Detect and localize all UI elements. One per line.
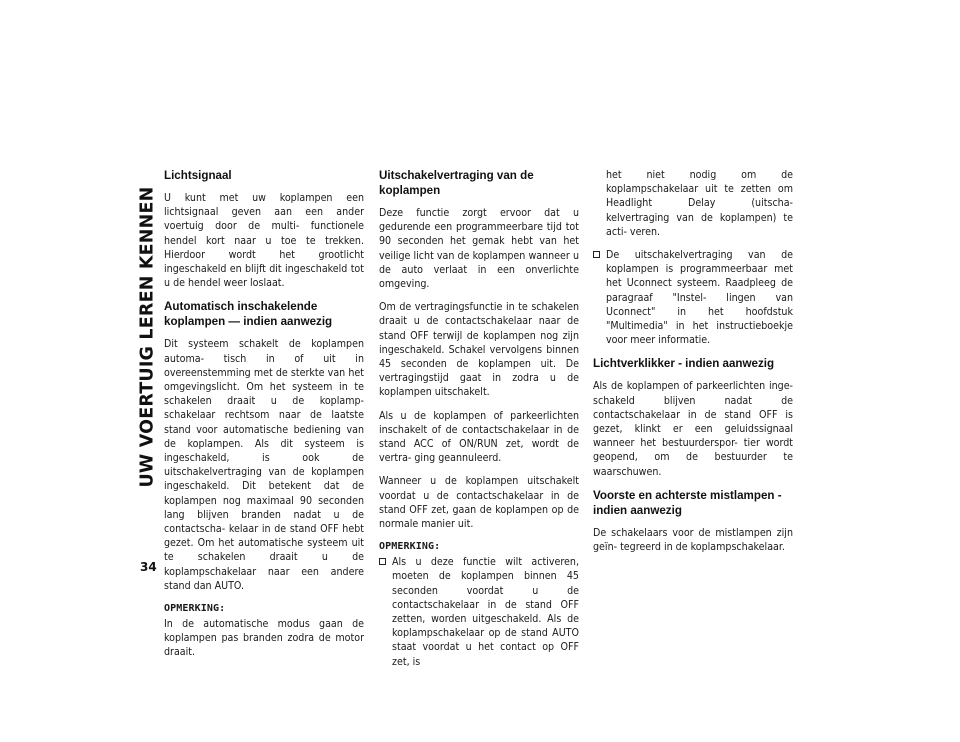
column-2 [379, 168, 579, 678]
note-bullet [379, 555, 579, 669]
checkbox-square-icon [379, 558, 386, 565]
note-bullet-text: Als u deze functie wilt activeren, moeten de koplampen binnen 45 seconden voordat u de contactschakelaar in de stand OFF zetten, worden uitgeschakeld. Als de koplampschakelaar op de stand AUTO staat voordat u het contact op OFF zet, is [392, 556, 579, 668]
note-bullet [593, 248, 793, 347]
paragraph-automatische-koplampen: Dit systeem schakelt de koplampen automa- tisch in of uit in overeenstemming met de sterkte van het omgevingslicht. Om het systeem in te schakelen draait u de koplamp- schakelaar rechtsom naar de laatste stand voor automatische bediening van de koplampen. Als dit systeem is ingeschakeld, is ook de uitschakelvertraging van de koplampen ingeschakeld. Dit betekent dat de koplampen nog maximaal 90 seconden lang blijven branden nadat u de contactscha- kelaar in de stand OFF hebt gezet. Om het automatische systeem uit te schakelen draait u de koplampschakelaar naar een andere stand dan AUTO. [164, 338, 364, 592]
chapter-side-title-text: UW VOERTUIG LEREN KENNEN [137, 186, 157, 488]
paragraph-uitschakelvertraging-4: Wanneer u de koplampen uitschakelt voordat u de contactschakelaar in de stand OFF zet, gaan de koplampen op de normale manier uit. [379, 475, 579, 531]
column-1 [164, 168, 364, 669]
paragraph-mistlampen: De schakelaars voor de mistlampen zijn geïn- tegreerd in de koplampschakelaar. [593, 526, 793, 554]
paragraph-lichtsignaal: U kunt met uw koplampen een lichtsignaal geven aan een ander voertuig door de multi- functionele hendel kort naar u toe te trekken. Hierdoor wordt het grootlicht ingeschakeld en blijft dit ingeschakeld tot u de hendel weer loslaat. [164, 192, 364, 290]
chapter-side-title [135, 168, 159, 506]
heading-uitschakelvertraging: Uitschakelvertraging van de koplampen [379, 169, 534, 197]
checkbox-square-icon [593, 251, 600, 258]
paragraph-uitschakelvertraging-2: Om de vertragingsfunctie in te schakelen draait u de contactschakelaar naar de stand OFF terwijl de koplampen nog zijn ingeschakeld. Schakel vervolgens binnen 45 seconden de koplampen uit. De vertragingstijd gaat in zodra u de koplampen uitschakelt. [379, 301, 579, 399]
heading-lichtverklikker: Lichtverklikker - indien aanwezig [593, 357, 775, 371]
paragraph-uitschakelvertraging-3: Als u de koplampen of parkeerlichten inschakelt of de contactschakelaar in de stand ACC of ON/RUN zet, wordt de vertra- ging geannuleerd. [379, 409, 579, 465]
note-body: In de automatische modus gaan de koplampen pas branden zodra de motor draait. [164, 618, 364, 659]
paragraph-uitschakelvertraging-1: Deze functie zorgt ervoor dat u gedurende een programmeerbare tijd tot 90 seconden het gemak hebt van het veilige licht van de koplampen wanneer u de auto verlaat in een onverlichte omgeving. [379, 207, 579, 291]
column-3 [593, 168, 793, 563]
page-number: 34 [140, 560, 157, 574]
paragraph-lichtverklikker: Als de koplampen of parkeerlichten inge- schakeld blijven nadat de contactschakelaar in de stand OFF is gezet, klinkt er een geluidssignaal wanneer het bestuurderspor- tier wordt geopend, om de bestuurder te waarschuwen. [593, 380, 793, 478]
note-bullet-text: De uitschakelvertraging van de koplampen is programmeerbaar met het Uconnect systeem. Raadpleeg de paragraaf "Instel- lingen van Uconnect" in het hoofdstuk "Multimedia" in het instructieboekje voor meer informatie. [606, 249, 793, 347]
note-title: OPMERKING: [379, 541, 441, 553]
heading-lichtsignaal: Lichtsignaal [164, 169, 232, 182]
note-bullet-continuation: het niet nodig om de koplampschakelaar uit te zetten om Headlight Delay (uitscha- kelvertraging van de koplampen) te acti- veren. [606, 169, 793, 238]
note-title: OPMERKING: [164, 603, 226, 615]
heading-automatische-koplampen: Automatisch inschakelende koplampen — indien aanwezig [164, 300, 333, 329]
heading-mistlampen: Voorste en achterste mistlampen - indien aanwezig [593, 488, 782, 517]
